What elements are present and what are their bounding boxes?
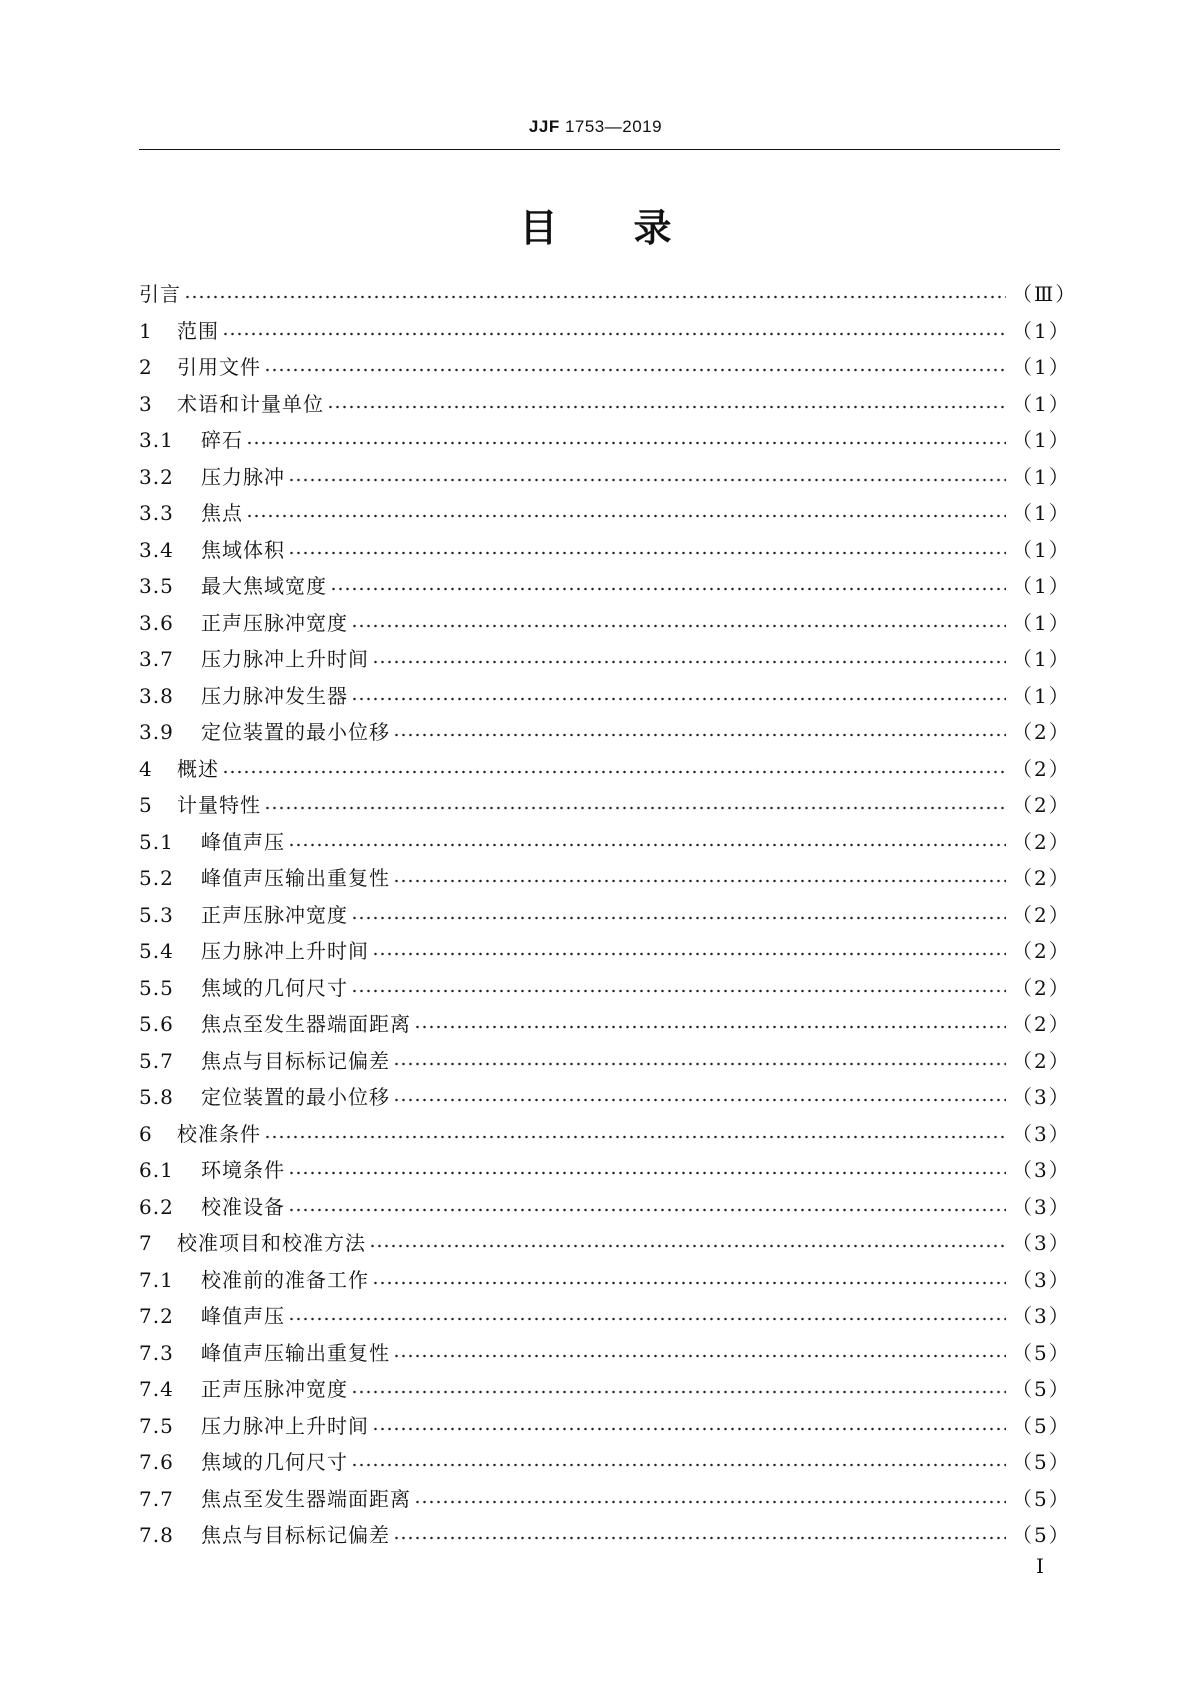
toc-leader-dots bbox=[330, 586, 1006, 592]
toc-entry-page: （1） bbox=[1012, 355, 1071, 380]
toc-entry-number: 5.8 bbox=[139, 1085, 174, 1110]
toc-entry-title: 计量特性 bbox=[177, 793, 261, 818]
toc-entry-page: （1） bbox=[1012, 647, 1071, 672]
toc-leader-dots bbox=[246, 440, 1006, 446]
toc-leader-dots bbox=[393, 1061, 1006, 1067]
toc-leader-dots bbox=[393, 1535, 1006, 1541]
toc-entry[interactable] bbox=[139, 1517, 1071, 1554]
toc-entry-number: 5.6 bbox=[139, 1012, 174, 1037]
toc-entry[interactable] bbox=[139, 1335, 1071, 1372]
toc-entry[interactable] bbox=[139, 1444, 1071, 1481]
toc-entry-page: （1） bbox=[1012, 391, 1071, 416]
toc-entry-title: 正声压脉冲宽度 bbox=[201, 1377, 348, 1402]
toc-entry-number: 5.3 bbox=[139, 902, 174, 927]
toc-leader-dots bbox=[351, 696, 1006, 702]
toc-entry[interactable] bbox=[139, 1079, 1071, 1116]
toc-leader-dots bbox=[222, 331, 1006, 337]
toc-leader-dots bbox=[393, 1097, 1006, 1103]
toc-entry-title: 压力脉冲发生器 bbox=[201, 683, 348, 708]
toc-entry-title: 概述 bbox=[177, 756, 219, 781]
toc-entry[interactable] bbox=[139, 933, 1071, 970]
toc-entry-page: （2） bbox=[1012, 793, 1071, 818]
toc-entry[interactable] bbox=[139, 860, 1071, 897]
toc-leader-dots bbox=[288, 1170, 1006, 1176]
toc-leader-dots bbox=[288, 550, 1006, 556]
toc-entry-page: （5） bbox=[1012, 1450, 1071, 1475]
toc-entry[interactable] bbox=[139, 568, 1071, 605]
toc-entry-title: 焦域的几何尺寸 bbox=[201, 1450, 348, 1475]
toc-entry-number: 2 bbox=[139, 355, 153, 380]
toc-entry[interactable] bbox=[139, 751, 1071, 788]
toc-entry-number: 5.1 bbox=[139, 829, 174, 854]
toc-leader-dots bbox=[351, 988, 1006, 994]
toc-leader-dots bbox=[351, 1389, 1006, 1395]
toc-entry-page: （1） bbox=[1012, 464, 1071, 489]
toc-entry-number: 7.4 bbox=[139, 1377, 174, 1402]
page-number: Ⅰ bbox=[1036, 1554, 1044, 1578]
toc-entry-number: 3.5 bbox=[139, 574, 174, 599]
toc-entry-page: （Ⅲ） bbox=[1012, 282, 1078, 307]
toc-leader-dots bbox=[393, 1353, 1006, 1359]
toc-entry-number: 5.5 bbox=[139, 975, 174, 1000]
toc-entry-title: 压力脉冲 bbox=[201, 464, 285, 489]
toc-entry-number: 7.1 bbox=[139, 1267, 174, 1292]
toc-entry-page: （3） bbox=[1012, 1194, 1071, 1219]
toc-entry-page: （3） bbox=[1012, 1231, 1071, 1256]
toc-leader-dots bbox=[393, 878, 1006, 884]
toc-entry[interactable] bbox=[139, 1371, 1071, 1408]
toc-entry-page: （2） bbox=[1012, 829, 1071, 854]
toc-entry[interactable] bbox=[139, 459, 1071, 496]
toc-entry[interactable] bbox=[139, 605, 1071, 642]
toc-entry-title: 术语和计量单位 bbox=[177, 391, 324, 416]
toc-entry[interactable] bbox=[139, 1152, 1071, 1189]
toc-entry-title: 压力脉冲上升时间 bbox=[201, 1413, 369, 1438]
toc-leader-dots bbox=[372, 951, 1006, 957]
toc-entry-page: （5） bbox=[1012, 1486, 1071, 1511]
toc-entry[interactable] bbox=[139, 1262, 1071, 1299]
toc-entry[interactable] bbox=[139, 1408, 1071, 1445]
toc-entry-title: 峰值声压输出重复性 bbox=[201, 1340, 390, 1365]
toc-entry-page: （2） bbox=[1012, 1048, 1071, 1073]
toc-entry-title: 定位装置的最小位移 bbox=[201, 1085, 390, 1110]
toc-entry[interactable] bbox=[139, 641, 1071, 678]
toc-entry[interactable] bbox=[139, 1006, 1071, 1043]
toc-leader-dots bbox=[246, 513, 1006, 519]
toc-leader-dots bbox=[414, 1499, 1006, 1505]
toc-entry[interactable] bbox=[139, 349, 1071, 386]
toc-entry-page: （2） bbox=[1012, 902, 1071, 927]
toc-entry-page: （3） bbox=[1012, 1267, 1071, 1292]
toc-entry-number: 3.2 bbox=[139, 464, 174, 489]
toc-leader-dots bbox=[369, 1243, 1006, 1249]
toc-leader-dots bbox=[288, 842, 1006, 848]
toc-entry-number: 5 bbox=[139, 793, 153, 818]
toc-entry[interactable] bbox=[139, 1043, 1071, 1080]
toc-entry-number: 6.1 bbox=[139, 1158, 174, 1183]
toc-entry-title: 环境条件 bbox=[201, 1158, 285, 1183]
toc-entry-title: 焦点至发生器端面距离 bbox=[201, 1012, 411, 1037]
toc-entry-title: 峰值声压 bbox=[201, 829, 285, 854]
toc-entry-page: （2） bbox=[1012, 756, 1071, 781]
toc-leader-dots bbox=[288, 1207, 1006, 1213]
toc-entry-number: 3.9 bbox=[139, 720, 174, 745]
toc-entry[interactable] bbox=[139, 386, 1071, 423]
toc-leader-dots bbox=[288, 477, 1006, 483]
standard-prefix: JJF bbox=[528, 117, 560, 136]
toc-entry-title: 校准条件 bbox=[177, 1121, 261, 1146]
toc-entry-number: 5.7 bbox=[139, 1048, 174, 1073]
toc-entry-page: （3） bbox=[1012, 1085, 1071, 1110]
toc-leader-dots bbox=[414, 1024, 1006, 1030]
toc-entry[interactable] bbox=[139, 897, 1071, 934]
toc-entry-page: （2） bbox=[1012, 866, 1071, 891]
toc-entry[interactable] bbox=[139, 1225, 1071, 1262]
toc-entry-title: 引用文件 bbox=[177, 355, 261, 380]
toc-entry-page: （5） bbox=[1012, 1413, 1071, 1438]
page-title: 目 录 bbox=[519, 206, 672, 250]
toc-entry-title: 碎石 bbox=[201, 428, 243, 453]
toc-entry-number: 7 bbox=[139, 1231, 153, 1256]
toc-entry[interactable] bbox=[139, 313, 1071, 350]
toc-entry-number: 3.7 bbox=[139, 647, 174, 672]
toc-entry[interactable] bbox=[139, 1189, 1071, 1226]
toc-entry-number: 6.2 bbox=[139, 1194, 174, 1219]
toc-entry-title: 焦点至发生器端面距离 bbox=[201, 1486, 411, 1511]
toc-entry-number: 5.4 bbox=[139, 939, 174, 964]
toc-entry-number: 7.3 bbox=[139, 1340, 174, 1365]
toc-entry-number: 3.6 bbox=[139, 610, 174, 635]
toc-entry[interactable] bbox=[139, 714, 1071, 751]
toc-entry-page: （5） bbox=[1012, 1340, 1071, 1365]
toc-entry-number: 6 bbox=[139, 1121, 153, 1146]
toc-entry[interactable] bbox=[139, 678, 1071, 715]
toc-entry-page: （2） bbox=[1012, 720, 1071, 745]
toc-leader-dots bbox=[393, 732, 1006, 738]
toc-leader-dots bbox=[372, 659, 1006, 665]
header-rule bbox=[139, 149, 1060, 150]
toc-entry-number: 7.2 bbox=[139, 1304, 174, 1329]
toc-entry-number: 3.4 bbox=[139, 537, 174, 562]
toc-entry-page: （1） bbox=[1012, 683, 1071, 708]
toc-entry-page: （1） bbox=[1012, 574, 1071, 599]
toc-entry-page: （2） bbox=[1012, 939, 1071, 964]
toc-leader-dots bbox=[264, 805, 1006, 811]
toc-entry[interactable] bbox=[139, 824, 1071, 861]
toc-leader-dots bbox=[264, 367, 1006, 373]
toc-entry-page: （1） bbox=[1012, 428, 1071, 453]
toc-leader-dots bbox=[327, 404, 1006, 410]
toc-entry-title: 正声压脉冲宽度 bbox=[201, 902, 348, 927]
toc-entry-page: （3） bbox=[1012, 1121, 1071, 1146]
toc-entry[interactable] bbox=[139, 422, 1071, 459]
toc-entry-page: （3） bbox=[1012, 1304, 1071, 1329]
toc-entry-number: 7.6 bbox=[139, 1450, 174, 1475]
toc-leader-dots bbox=[264, 1134, 1006, 1140]
toc-entry[interactable] bbox=[139, 1481, 1071, 1518]
toc-entry-title: 校准设备 bbox=[201, 1194, 285, 1219]
toc-entry-title: 峰值声压 bbox=[201, 1304, 285, 1329]
toc-leader-dots bbox=[351, 623, 1006, 629]
toc-entry-title: 校准前的准备工作 bbox=[201, 1267, 369, 1292]
toc-entry-number: 3.8 bbox=[139, 683, 174, 708]
toc-entry-title: 焦点与目标标记偏差 bbox=[201, 1523, 390, 1548]
toc-entry-page: （1） bbox=[1012, 537, 1071, 562]
toc-entry-page: （1） bbox=[1012, 318, 1071, 343]
toc-entry[interactable] bbox=[139, 1116, 1071, 1153]
toc-entry-page: （2） bbox=[1012, 1012, 1071, 1037]
toc-entry-page: （2） bbox=[1012, 975, 1071, 1000]
toc-leader-dots bbox=[184, 294, 1006, 300]
toc-entry-page: （5） bbox=[1012, 1523, 1071, 1548]
toc-entry-number: 7.8 bbox=[139, 1523, 174, 1548]
toc-entry-title: 定位装置的最小位移 bbox=[201, 720, 390, 745]
toc-entry-number: 1 bbox=[139, 318, 153, 343]
toc-leader-dots bbox=[288, 1316, 1006, 1322]
toc-entry-title: 校准项目和校准方法 bbox=[177, 1231, 366, 1256]
toc-entry[interactable] bbox=[139, 276, 1078, 313]
toc-entry-title: 焦点 bbox=[201, 501, 243, 526]
toc-entry-title: 焦点与目标标记偏差 bbox=[201, 1048, 390, 1073]
toc-entry-number: 7.7 bbox=[139, 1486, 174, 1511]
toc-entry[interactable] bbox=[139, 532, 1071, 569]
toc-entry-number: 3.3 bbox=[139, 501, 174, 526]
toc-entry-title: 焦域体积 bbox=[201, 537, 285, 562]
toc-entry-title: 正声压脉冲宽度 bbox=[201, 610, 348, 635]
toc-entry-page: （1） bbox=[1012, 501, 1071, 526]
toc-entry[interactable] bbox=[139, 1298, 1071, 1335]
toc-entry-title: 峰值声压输出重复性 bbox=[201, 866, 390, 891]
toc-entry-title: 引言 bbox=[139, 282, 181, 307]
table-of-contents bbox=[139, 276, 1078, 1554]
toc-leader-dots bbox=[372, 1280, 1006, 1286]
toc-entry-page: （3） bbox=[1012, 1158, 1071, 1183]
toc-leader-dots bbox=[351, 915, 1006, 921]
toc-entry[interactable] bbox=[139, 970, 1071, 1007]
toc-leader-dots bbox=[372, 1426, 1006, 1432]
toc-entry-title: 范围 bbox=[177, 318, 219, 343]
toc-entry-title: 压力脉冲上升时间 bbox=[201, 939, 369, 964]
toc-entry[interactable] bbox=[139, 495, 1071, 532]
toc-entry-number: 7.5 bbox=[139, 1413, 174, 1438]
toc-leader-dots bbox=[351, 1462, 1006, 1468]
running-header bbox=[0, 117, 1191, 137]
standard-code: 1753—2019 bbox=[564, 117, 663, 136]
toc-entry-page: （1） bbox=[1012, 610, 1071, 635]
toc-entry-title: 焦域的几何尺寸 bbox=[201, 975, 348, 1000]
toc-entry[interactable] bbox=[139, 787, 1071, 824]
toc-entry-page: （5） bbox=[1012, 1377, 1071, 1402]
toc-entry-title: 压力脉冲上升时间 bbox=[201, 647, 369, 672]
toc-entry-number: 5.2 bbox=[139, 866, 174, 891]
toc-entry-number: 4 bbox=[139, 756, 153, 781]
toc-entry-number: 3 bbox=[139, 391, 153, 416]
toc-entry-title: 最大焦域宽度 bbox=[201, 574, 327, 599]
toc-entry-number: 3.1 bbox=[139, 428, 174, 453]
toc-leader-dots bbox=[222, 769, 1006, 775]
